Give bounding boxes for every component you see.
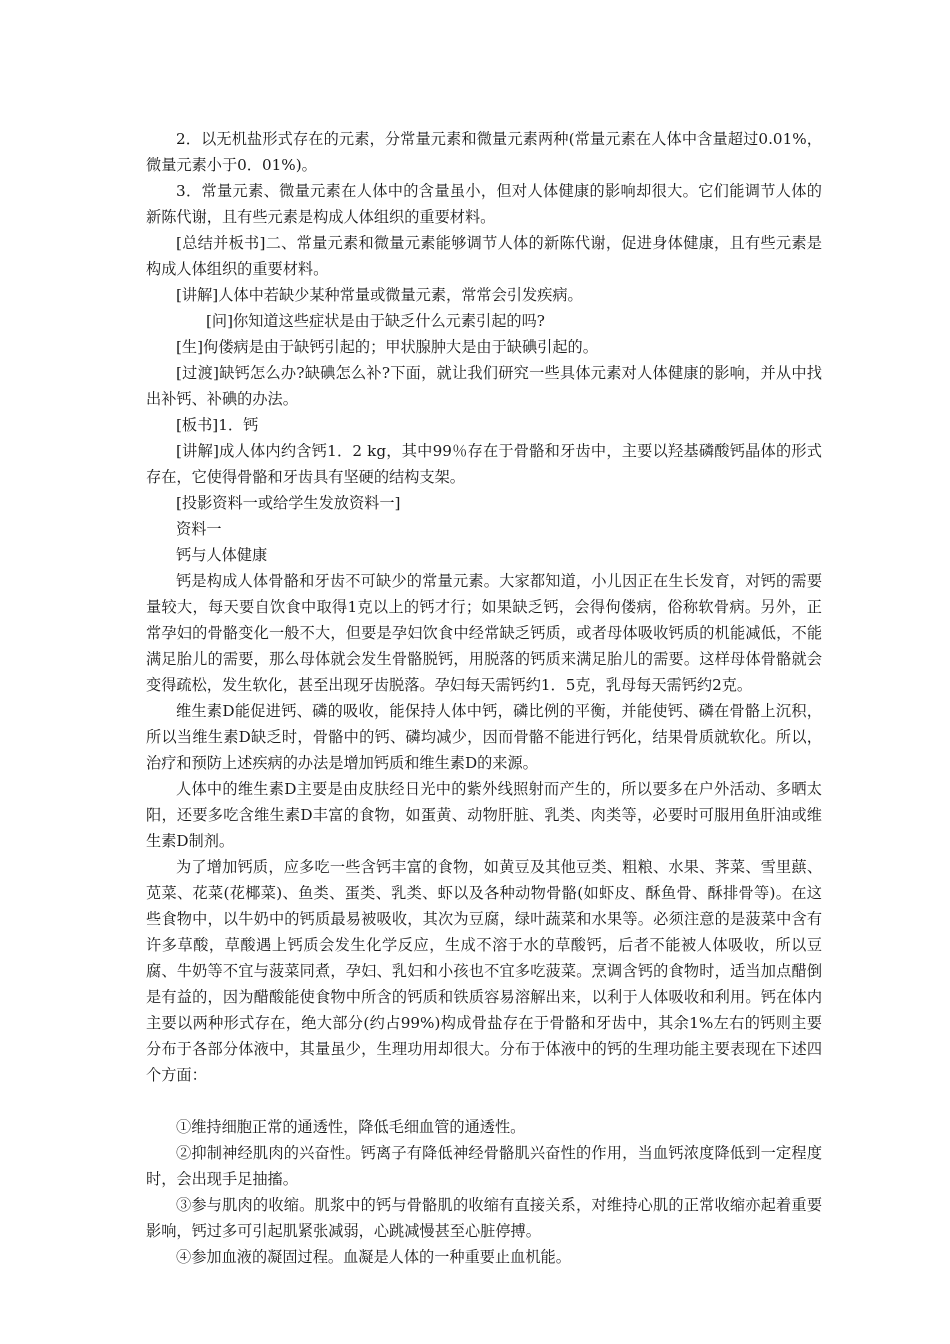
paragraph-lecture-deficiency: [讲解]人体中若缺少某种常量或微量元素，常常会引发疾病。 [176,286,583,304]
list-item-3: ③参与肌肉的收缩。肌浆中的钙与骨骼肌的收缩有直接关系，对维持心肌的正常收缩亦起着重要影响，钙过多可引起肌紧张减弱，心跳减慢甚至心脏停搏。 [146,1196,822,1240]
paragraph-inorganic-elements: 2．以无机盐形式存在的元素，分常量元素和微量元素两种(常量元素在人体中含量超过0.01%，微量元素小于0．01%)。 [146,130,822,174]
paragraph-transition: [过渡]缺钙怎么办?缺碘怎么补?下面，就让我们研究一些具体元素对人体健康的影响，并从中找出补钙、补碘的办法。 [146,364,822,408]
list-item-1: ①维持细胞正常的通透性，降低毛细血管的通透性。 [176,1118,526,1136]
list-item-4: ④参加血液的凝固过程。血凝是人体的一种重要止血机能。 [176,1248,571,1266]
paragraph-board-calcium: [板书]1．钙 [176,416,259,434]
paragraph-summary-board: [总结并板书]二、常量元素和微量元素能够调节人体的新陈代谢，促进身体健康，且有些元素是构成人体组织的重要材料。 [146,234,822,278]
paragraph-question: [问]你知道这些症状是由于缺乏什么元素引起的吗? [206,312,545,330]
material-heading: 资料一 [176,520,222,538]
paragraph-vitamin-d: 维生素D能促进钙、磷的吸收，能保持人体中钙，磷比例的平衡，并能使钙、磷在骨骼上沉积，所以当维生素D缺乏时，骨骼中的钙、磷均减少，因而骨骼不能进行钙化，结果骨质就软化。所以，治疗和预防上述疾病的办法是增加钙质和维生素D的来源。 [146,702,822,772]
list-item-2: ②抑制神经肌肉的兴奋性。钙离子有降低神经骨骼肌兴奋性的作用，当血钙浓度降低到一定程度时，会出现手足抽搐。 [146,1144,822,1188]
material-title: 钙与人体健康 [176,546,268,564]
paragraph-vitamin-d-source: 人体中的维生素D主要是由皮肤经日光中的紫外线照射而产生的，所以要多在户外活动、多晒太阳，还要多吃含维生素D丰富的食物，如蛋黄、动物肝脏、乳类、肉类等，必要时可服用鱼肝油或维生素D制剂。 [146,780,822,850]
paragraph-lecture-calcium: [讲解]成人体内约含钙1．2 kg，其中99％存在于骨骼和牙齿中，主要以羟基磷酸钙晶体的形式存在，它使得骨骼和牙齿具有坚硬的结构支架。 [146,442,822,486]
paragraph-element-importance: 3．常量元素、微量元素在人体中的含量虽小，但对人体健康的影响却很大。它们能调节人体的新陈代谢，且有些元素是构成人体组织的重要材料。 [146,182,822,226]
paragraph-calcium-health: 钙是构成人体骨骼和牙齿不可缺少的常量元素。大家都知道，小儿因正在生长发育，对钙的需要量较大，每天要自饮食中取得1克以上的钙才行；如果缺乏钙，会得佝偻病，俗称软骨病。另外，正常孕妇的骨骼变化一般不大，但要是孕妇饮食中经常缺乏钙质，或者母体吸收钙质的机能减低，不能满足胎儿的需要，那么母体就会发生骨骼脱钙，用脱落的钙质来满足胎儿的需要。这样母体骨骼就会变得疏松，发生软化，甚至出现牙齿脱落。孕妇每天需钙约1．5克，乳母每天需钙约2克。 [146,572,822,694]
paragraph-projection-note: [投影资料一或给学生发放资料一] [176,494,401,512]
paragraph-calcium-foods: 为了增加钙质，应多吃一些含钙丰富的食物，如黄豆及其他豆类、粗粮、水果、荠菜、雪里蕻、苋菜、花菜(花椰菜)、鱼类、蛋类、乳类、虾以及各种动物骨骼(如虾皮、酥鱼骨、酥排骨等)。在这些食物中，以牛奶中的钙质最易被吸收，其次为豆腐，绿叶蔬菜和水果等。必须注意的是菠菜中含有许多草酸，草酸遇上钙质会发生化学反应，生成不溶于水的草酸钙，后者不能被人体吸收，所以豆腐、牛奶等不宜与菠菜同煮，孕妇、乳妇和小孩也不宜多吃菠菜。烹调含钙的食物时，适当加点醋倒是有益的，因为醋酸能使食物中所含的钙质和铁质容易溶解出来，以利于人体吸收和利用。钙在体内主要以两种形式存在，绝大部分(约占99%)构成骨盐存在于骨骼和牙齿中，其余1%左右的钙则主要分布于各部分体液中，其量虽少，生理功用却很大。分布于体液中的钙的生理功能主要表现在下述四个方面： [146,858,822,1084]
paragraph-student-answer: [生]佝偻病是由于缺钙引起的；甲状腺肿大是由于缺碘引起的。 [176,338,598,356]
